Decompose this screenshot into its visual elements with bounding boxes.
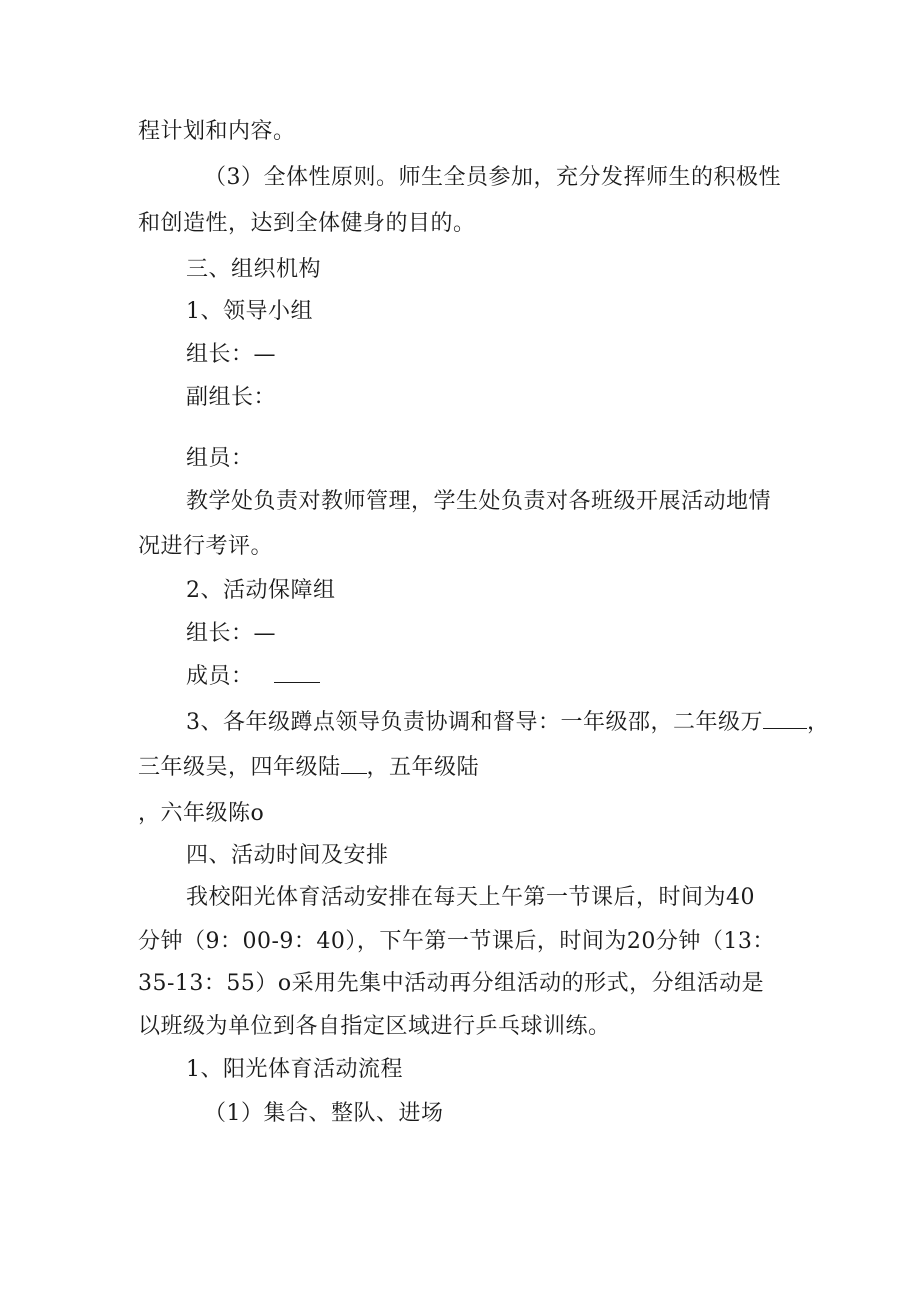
paragraph-line: ，六年级陈o (138, 801, 265, 826)
paragraph-line: 组员： (186, 446, 254, 471)
fill-blank (341, 753, 367, 774)
line-text: ， (807, 710, 830, 735)
fill-blank (763, 708, 807, 729)
line-text: 3、各年级蹲点领导负责协调和督导：一年级邵，二年级万 (186, 710, 763, 735)
paragraph-line (186, 662, 320, 692)
paragraph-line (186, 708, 830, 738)
paragraph-line: （3）全体性原则。师生全员参加，充分发挥师生的积极性 (204, 165, 781, 190)
line-text: ，五年级陆 (366, 755, 480, 780)
line-text: 三年级吴，四年级陆 (138, 755, 341, 780)
paragraph-line: 分钟（9：00-9：40），下午第一节课后，时间为20分钟（13： (138, 929, 775, 954)
paragraph-line (138, 753, 479, 783)
paragraph-line: 35-13：55）o采用先集中活动再分组活动的形式，分组活动是 (138, 971, 765, 996)
fill-blank (274, 662, 320, 683)
members-label: 成员： (186, 664, 254, 689)
paragraph-line: 副组长： (186, 385, 277, 410)
subsection-heading: 1、领导小组 (186, 299, 313, 324)
paragraph-line: 程计划和内容。 (138, 119, 296, 144)
paragraph-line: 以班级为单位到各自指定区域进行乒乓球训练。 (138, 1014, 611, 1039)
paragraph-line: 教学处负责对教师管理，学生处负责对各班级开展活动地情 (186, 489, 772, 514)
paragraph-line: 组长：— (186, 621, 277, 646)
paragraph-line: 我校阳光体育活动安排在每天上午第一节课后，时间为40 (186, 885, 755, 910)
paragraph-line: 和创造性，达到全体健身的目的。 (138, 211, 476, 236)
section-heading: 三、组织机构 (186, 257, 322, 282)
section-heading: 四、活动时间及安排 (186, 843, 389, 868)
subsection-heading: 1、阳光体育活动流程 (186, 1057, 403, 1082)
subsection-heading: 2、活动保障组 (186, 578, 336, 603)
paragraph-line: （1）集合、整队、进场 (204, 1101, 444, 1126)
paragraph-line: 组长：— (186, 342, 277, 367)
paragraph-line: 况进行考评。 (138, 534, 274, 559)
